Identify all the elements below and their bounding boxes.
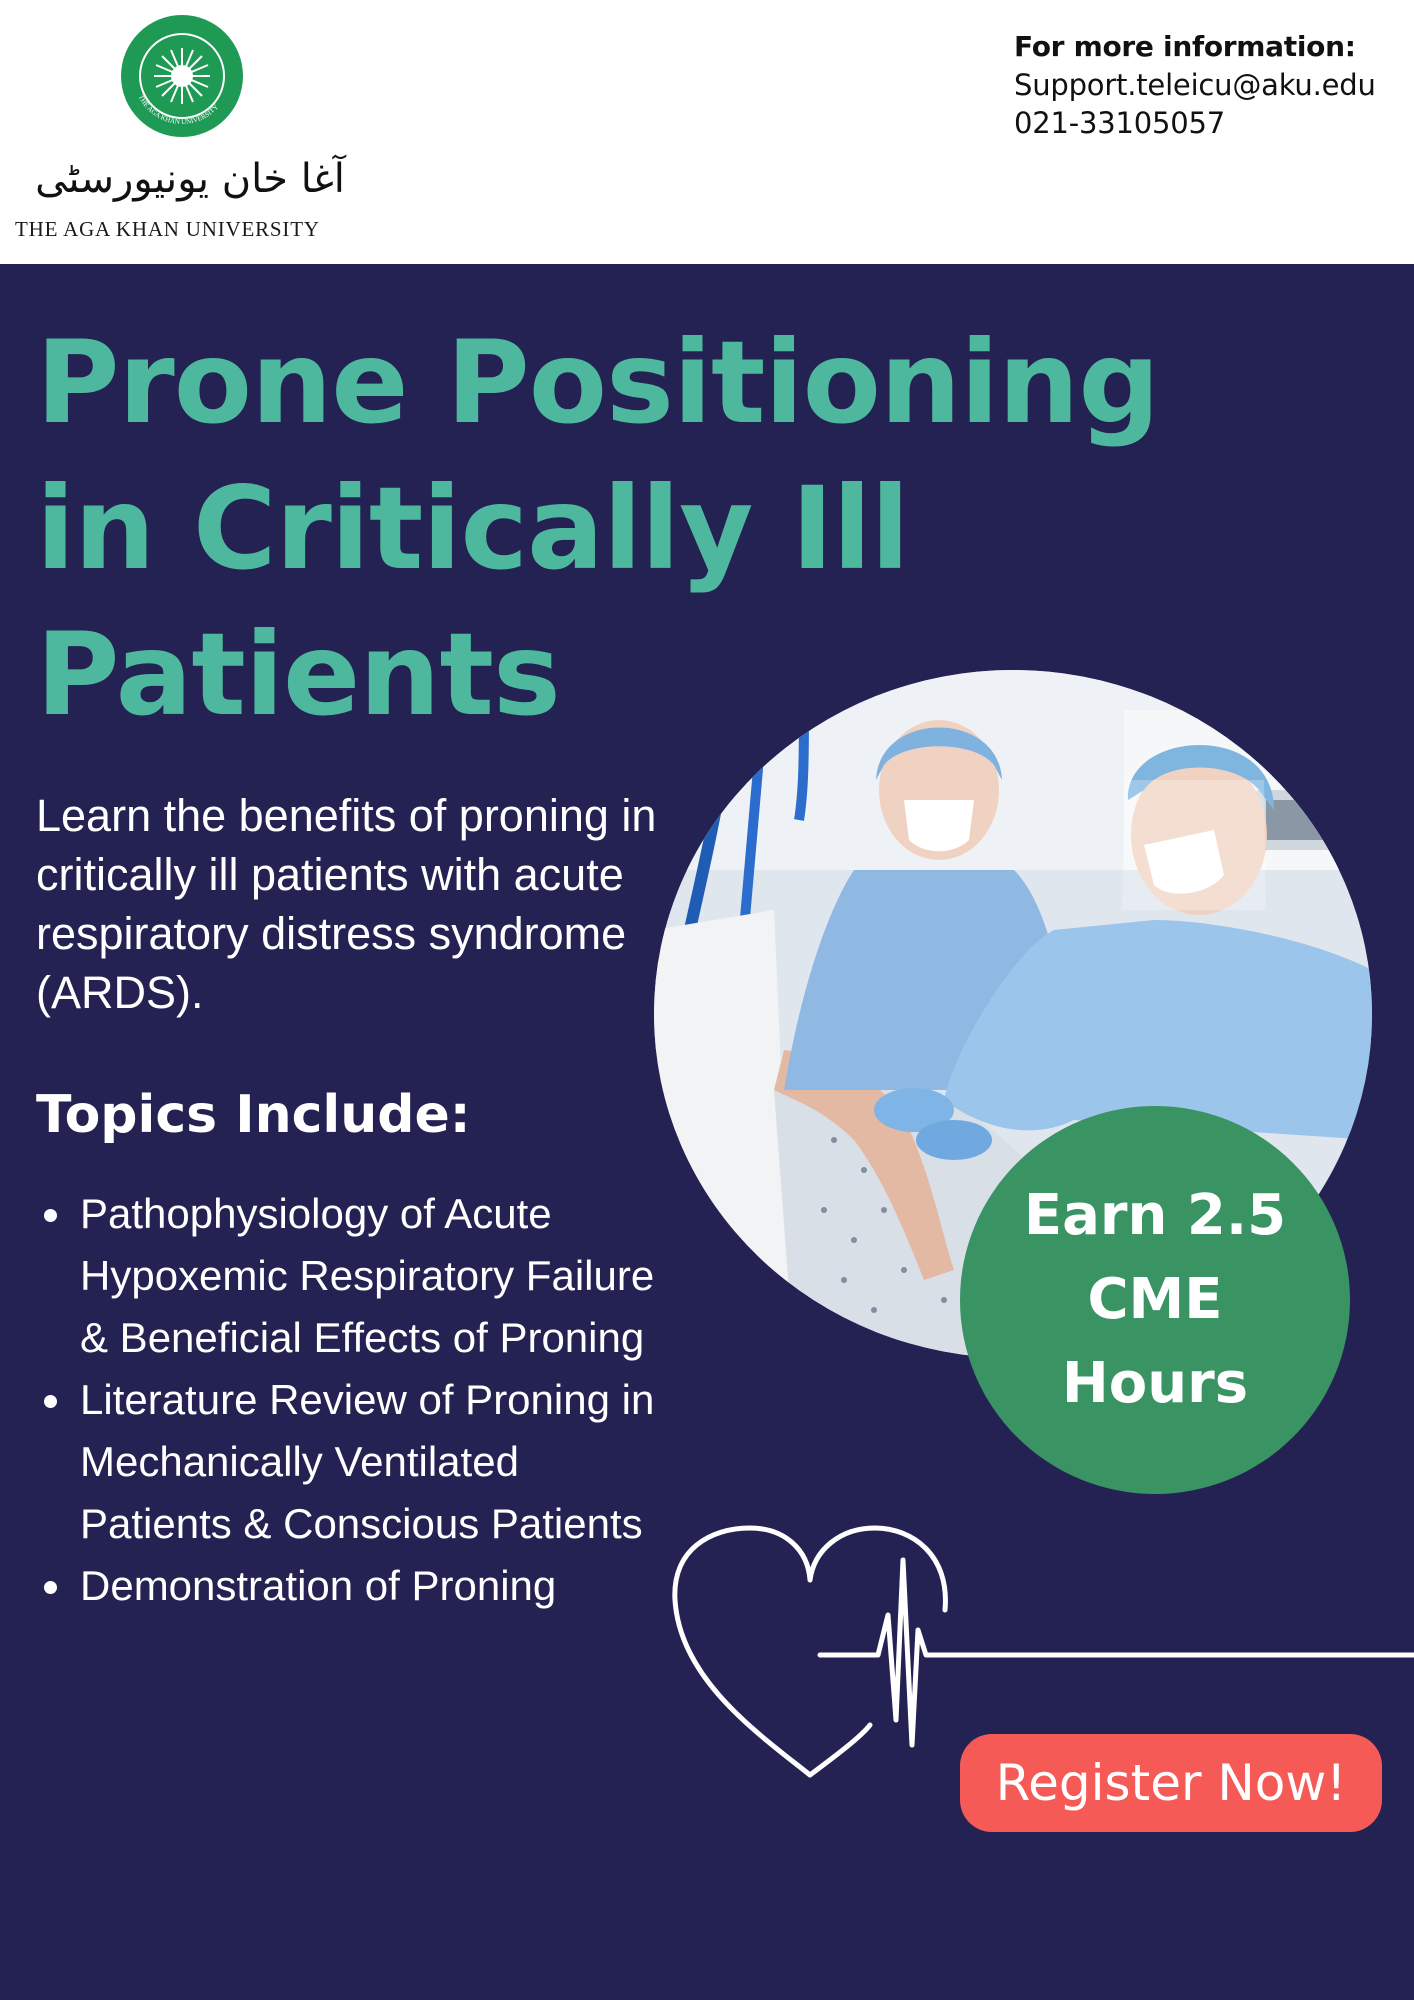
bullet-icon [44,1209,57,1222]
topic-text: Demonstration of Proning [80,1562,557,1609]
svg-text:آغا خان یونیورسٹی: آغا خان یونیورسٹی [35,156,345,202]
badge-line: CME [1087,1267,1223,1332]
title-line: Prone Positioning [36,316,1159,449]
cme-badge [960,1106,1350,1494]
logo-name: THE AGA KHAN UNIVERSITY [15,217,320,241]
logo-urdu-wordmark [30,148,350,208]
topics-list [0,1183,690,1617]
list-item [0,1183,690,1369]
list-item [0,1555,690,1617]
badge-line: Earn 2.5 [1023,1183,1287,1248]
contact-info [1014,28,1410,142]
intro-text: Learn the benefits of proning in critically ill patients with acute respiratory distress syndrome (ARDS). [36,790,657,1018]
bullet-icon [44,1395,57,1408]
register-button[interactable]: Register Now! [960,1734,1382,1832]
topic-text: Pathophysiology of Acute Hypoxemic Respiratory Failure & Beneficial Effects of Proning [80,1190,655,1361]
title-line: Patients [36,608,560,741]
topic-text: Literature Review of Proning in Mechanically Ventilated Patients & Conscious Patients [80,1376,655,1547]
contact-heading: For more information: [1014,30,1356,63]
contact-email[interactable]: Support.teleicu@aku.edu [1014,68,1376,102]
bullet-icon [44,1581,57,1594]
contact-phone[interactable]: 021-33105057 [1014,106,1226,140]
svg-text:THE AGA KHAN UNIVERSITY: THE AGA KHAN UNIVERSITY [136,93,221,127]
list-item [0,1369,690,1555]
title-line: in Critically Ill [36,462,909,595]
aku-seal-logo [120,14,244,138]
badge-line: Hours [1061,1351,1249,1416]
header [0,0,1414,264]
topics-heading: Topics Include: [36,1085,471,1145]
